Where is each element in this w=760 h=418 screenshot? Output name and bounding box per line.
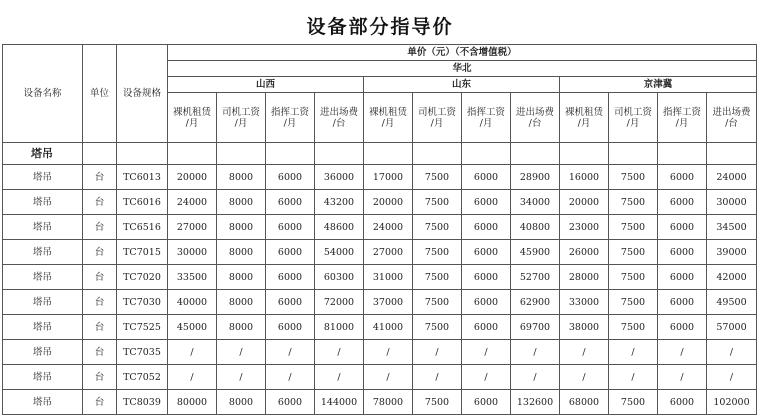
- spec-cell: TC7525: [117, 315, 168, 340]
- column-header: 裸机租赁 /月: [560, 93, 609, 143]
- empty-cell: [511, 143, 560, 165]
- header-province: 山西: [168, 77, 364, 93]
- price-cell: 6000: [462, 240, 511, 265]
- price-cell: 33000: [560, 290, 609, 315]
- spec-cell: TC7035: [117, 340, 168, 365]
- price-cell: 31000: [364, 265, 413, 290]
- table-row: [3, 390, 757, 415]
- price-cell: 34000: [511, 190, 560, 215]
- header-equipment-name: 设备名称: [3, 45, 83, 143]
- price-cell: 40000: [168, 290, 217, 315]
- header-province: 山东: [364, 77, 560, 93]
- header-spec: 设备规格: [117, 45, 168, 143]
- price-cell: 6000: [462, 165, 511, 190]
- unit-cell: 台: [83, 290, 117, 315]
- price-cell: 30000: [168, 240, 217, 265]
- price-cell: 28000: [560, 265, 609, 290]
- price-cell: 7500: [413, 190, 462, 215]
- price-cell: 69700: [511, 315, 560, 340]
- empty-cell: [462, 143, 511, 165]
- spec-cell: TC6013: [117, 165, 168, 190]
- price-cell: 6000: [658, 215, 707, 240]
- price-cell: 41000: [364, 315, 413, 340]
- price-cell: 43200: [315, 190, 364, 215]
- price-cell: 7500: [609, 165, 658, 190]
- price-cell: 57000: [707, 315, 757, 340]
- equipment-name-cell: 塔吊: [3, 390, 83, 415]
- empty-cell: [658, 143, 707, 165]
- empty-cell: [117, 143, 168, 165]
- equipment-name-cell: 塔吊: [3, 290, 83, 315]
- header-unit-price: 单价（元）（不含增值税）: [168, 45, 757, 61]
- column-header: 指挥工资 /月: [462, 93, 511, 143]
- price-cell: 6000: [462, 215, 511, 240]
- price-cell: 8000: [217, 190, 266, 215]
- unit-cell: 台: [83, 315, 117, 340]
- price-cell: 24000: [168, 190, 217, 215]
- price-cell: /: [364, 340, 413, 365]
- price-cell: 68000: [560, 390, 609, 415]
- column-header: 进出场费 /台: [315, 93, 364, 143]
- price-cell: 6000: [266, 215, 315, 240]
- price-cell: /: [413, 340, 462, 365]
- price-cell: 60300: [315, 265, 364, 290]
- price-cell: 6000: [658, 315, 707, 340]
- equipment-name-cell: 塔吊: [3, 365, 83, 390]
- price-cell: 8000: [217, 165, 266, 190]
- price-cell: 62900: [511, 290, 560, 315]
- spec-cell: TC7015: [117, 240, 168, 265]
- table-body: [3, 45, 757, 415]
- price-cell: /: [560, 340, 609, 365]
- price-cell: 6000: [658, 190, 707, 215]
- price-cell: /: [462, 365, 511, 390]
- unit-cell: 台: [83, 190, 117, 215]
- table-row: [3, 315, 757, 340]
- equipment-name-cell: 塔吊: [3, 190, 83, 215]
- empty-cell: [560, 143, 609, 165]
- table-row: [3, 240, 757, 265]
- unit-cell: 台: [83, 215, 117, 240]
- equipment-name-cell: 塔吊: [3, 315, 83, 340]
- price-cell: 6000: [266, 240, 315, 265]
- unit-cell: 台: [83, 265, 117, 290]
- price-cell: 24000: [364, 215, 413, 240]
- price-cell: 7500: [609, 290, 658, 315]
- price-cell: 7500: [609, 315, 658, 340]
- price-cell: 30000: [707, 190, 757, 215]
- price-cell: /: [315, 365, 364, 390]
- price-cell: /: [266, 365, 315, 390]
- price-cell: 8000: [217, 315, 266, 340]
- price-cell: 45900: [511, 240, 560, 265]
- price-cell: 52700: [511, 265, 560, 290]
- column-header: 司机工资 /月: [413, 93, 462, 143]
- price-cell: 7500: [413, 315, 462, 340]
- table-row: [3, 215, 757, 240]
- price-cell: /: [315, 340, 364, 365]
- price-cell: 6000: [658, 290, 707, 315]
- price-cell: 20000: [168, 165, 217, 190]
- price-cell: 27000: [168, 215, 217, 240]
- equipment-name-cell: 塔吊: [3, 165, 83, 190]
- table-row: [3, 190, 757, 215]
- price-cell: /: [609, 340, 658, 365]
- price-cell: 28900: [511, 165, 560, 190]
- column-header: 裸机租赁 /月: [364, 93, 413, 143]
- price-cell: /: [266, 340, 315, 365]
- price-cell: 7500: [413, 215, 462, 240]
- column-header: 进出场费 /台: [707, 93, 757, 143]
- price-cell: /: [658, 340, 707, 365]
- empty-cell: [707, 143, 757, 165]
- price-cell: 7500: [609, 265, 658, 290]
- price-table: [2, 44, 757, 415]
- price-cell: 48600: [315, 215, 364, 240]
- price-cell: 7500: [609, 190, 658, 215]
- table-row: [3, 165, 757, 190]
- price-cell: 39000: [707, 240, 757, 265]
- empty-cell: [413, 143, 462, 165]
- unit-cell: 台: [83, 165, 117, 190]
- page-title: 设备部分指导价: [306, 16, 454, 38]
- price-cell: 34500: [707, 215, 757, 240]
- table-row: [3, 340, 757, 365]
- price-cell: /: [707, 365, 757, 390]
- empty-cell: [266, 143, 315, 165]
- price-cell: 20000: [560, 190, 609, 215]
- price-cell: 36000: [315, 165, 364, 190]
- price-cell: 8000: [217, 215, 266, 240]
- price-cell: 20000: [364, 190, 413, 215]
- price-cell: /: [560, 365, 609, 390]
- price-cell: 132600: [511, 390, 560, 415]
- empty-cell: [83, 143, 117, 165]
- price-cell: 72000: [315, 290, 364, 315]
- price-cell: 6000: [266, 190, 315, 215]
- price-cell: 33500: [168, 265, 217, 290]
- price-cell: /: [168, 365, 217, 390]
- price-cell: 6000: [462, 315, 511, 340]
- price-cell: 6000: [658, 165, 707, 190]
- empty-cell: [609, 143, 658, 165]
- price-cell: 37000: [364, 290, 413, 315]
- column-header: 司机工资 /月: [217, 93, 266, 143]
- price-cell: 17000: [364, 165, 413, 190]
- price-cell: 6000: [266, 315, 315, 340]
- price-cell: 7500: [609, 215, 658, 240]
- price-cell: 7500: [609, 240, 658, 265]
- price-cell: 6000: [658, 390, 707, 415]
- empty-cell: [168, 143, 217, 165]
- price-cell: 6000: [266, 165, 315, 190]
- table-row: [3, 365, 757, 390]
- price-cell: /: [462, 340, 511, 365]
- empty-cell: [364, 143, 413, 165]
- column-header: 指挥工资 /月: [658, 93, 707, 143]
- price-cell: 81000: [315, 315, 364, 340]
- column-header: 指挥工资 /月: [266, 93, 315, 143]
- price-cell: /: [609, 365, 658, 390]
- price-cell: 8000: [217, 390, 266, 415]
- column-header: 司机工资 /月: [609, 93, 658, 143]
- price-cell: 45000: [168, 315, 217, 340]
- equipment-name-cell: 塔吊: [3, 215, 83, 240]
- empty-cell: [315, 143, 364, 165]
- table-row: [3, 265, 757, 290]
- price-cell: 144000: [315, 390, 364, 415]
- price-cell: 7500: [609, 390, 658, 415]
- price-cell: 6000: [658, 265, 707, 290]
- section-label: 塔吊: [3, 143, 83, 165]
- spec-cell: TC6516: [117, 215, 168, 240]
- price-cell: 49500: [707, 290, 757, 315]
- price-cell: 23000: [560, 215, 609, 240]
- equipment-name-cell: 塔吊: [3, 240, 83, 265]
- price-cell: /: [658, 365, 707, 390]
- unit-cell: 台: [83, 340, 117, 365]
- column-header: 进出场费 /台: [511, 93, 560, 143]
- price-cell: 7500: [413, 390, 462, 415]
- price-cell: /: [511, 365, 560, 390]
- price-cell: /: [413, 365, 462, 390]
- price-cell: /: [707, 340, 757, 365]
- price-cell: /: [511, 340, 560, 365]
- price-cell: 6000: [462, 190, 511, 215]
- price-cell: /: [364, 365, 413, 390]
- price-cell: 8000: [217, 240, 266, 265]
- price-cell: /: [217, 340, 266, 365]
- unit-cell: 台: [83, 240, 117, 265]
- header-province: 京津冀: [560, 77, 757, 93]
- equipment-name-cell: 塔吊: [3, 340, 83, 365]
- price-cell: 6000: [266, 290, 315, 315]
- price-cell: 78000: [364, 390, 413, 415]
- price-cell: 54000: [315, 240, 364, 265]
- price-cell: 7500: [413, 165, 462, 190]
- price-cell: 16000: [560, 165, 609, 190]
- price-cell: 42000: [707, 265, 757, 290]
- header-unit: 单位: [83, 45, 117, 143]
- price-cell: 6000: [462, 290, 511, 315]
- price-cell: /: [168, 340, 217, 365]
- price-cell: 6000: [462, 265, 511, 290]
- price-cell: 6000: [266, 265, 315, 290]
- table-row: [3, 290, 757, 315]
- empty-cell: [217, 143, 266, 165]
- price-cell: /: [217, 365, 266, 390]
- price-cell: 8000: [217, 290, 266, 315]
- spec-cell: TC7052: [117, 365, 168, 390]
- price-cell: 27000: [364, 240, 413, 265]
- equipment-name-cell: 塔吊: [3, 265, 83, 290]
- unit-cell: 台: [83, 390, 117, 415]
- price-cell: 6000: [658, 240, 707, 265]
- price-cell: 7500: [413, 265, 462, 290]
- header-region: 华北: [168, 61, 757, 77]
- spec-cell: TC8039: [117, 390, 168, 415]
- column-header: 裸机租赁 /月: [168, 93, 217, 143]
- spec-cell: TC6016: [117, 190, 168, 215]
- price-cell: 7500: [413, 240, 462, 265]
- spec-cell: TC7030: [117, 290, 168, 315]
- price-cell: 6000: [462, 390, 511, 415]
- price-cell: 24000: [707, 165, 757, 190]
- unit-cell: 台: [83, 365, 117, 390]
- price-cell: 8000: [217, 265, 266, 290]
- price-cell: 26000: [560, 240, 609, 265]
- price-cell: 102000: [707, 390, 757, 415]
- price-cell: 80000: [168, 390, 217, 415]
- price-cell: 7500: [413, 290, 462, 315]
- price-cell: 40800: [511, 215, 560, 240]
- price-cell: 38000: [560, 315, 609, 340]
- spec-cell: TC7020: [117, 265, 168, 290]
- price-cell: 6000: [266, 390, 315, 415]
